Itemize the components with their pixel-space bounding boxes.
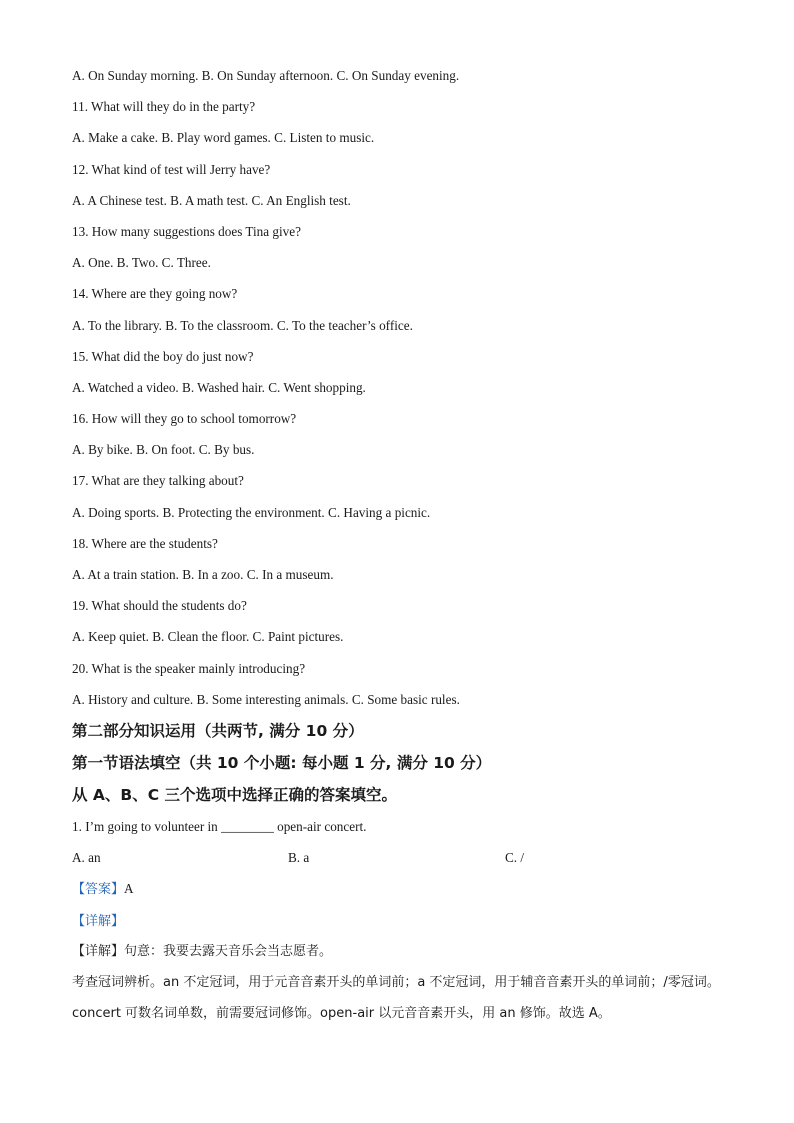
option-a: A. an [72,850,101,866]
part-title: 第二部分知识运用（共两节, 满分 10 分） [72,721,364,740]
q18-options: A. At a train station. B. In a zoo. C. In a museum. [72,567,334,582]
instruction: 从 A、B、C 三个选项中选择正确的答案填空。 [72,785,397,804]
q17-options: A. Doing sports. B. Protecting the environment. C. Having a picnic. [72,504,431,520]
q18-stem: 18. Where are the students? [72,535,218,551]
q19-stem: 19. What should the students do? [72,598,247,614]
q14-options: A. To the library. B. To the classroom. C. To the teacher’s office. [72,317,413,333]
explanation-paragraph: 考查冠词辨析。an 不定冠词，用于元音音素开头的单词前；a 不定冠词，用于辅音音素开头的单词前；/零冠词。concert 可数名词单数，前需要冠词修饰。open-air 以元音音素开头，用 an 修饰。故选 A。 [72,974,720,1022]
detail-label: 【详解】 [72,913,125,929]
q13-stem: 13. How many suggestions does Tina give? [72,223,301,239]
detail-label-line [72,905,722,936]
answer-line [72,873,722,904]
document-page [72,60,722,1029]
q13-options: A. One. B. Two. C. Three. [72,255,211,271]
q15-options: A. Watched a video. B. Washed hair. C. Went shopping. [72,379,366,395]
q17-stem: 17. What are they talking about? [72,473,244,489]
q16-options: A. By bike. B. On foot. C. By bus. [72,442,255,458]
q15-stem: 15. What did the boy do just now? [72,348,254,364]
q12-options: A. A Chinese test. B. A math test. C. An English test. [72,192,351,208]
question-options [72,842,722,873]
answer-value: A [124,881,134,897]
q11-stem: 11. What will they do in the party? [72,99,256,115]
q11-options: A. Make a cake. B. Play word games. C. Listen to music. [72,130,375,146]
option-b: B. a [288,850,310,866]
detail-meaning: 句意：我要去露天音乐会当志愿者。 [124,943,333,959]
section-header [72,715,722,811]
q20-options: A. History and culture. B. Some interesting animals. C. Some basic rules. [72,691,460,707]
q20-stem: 20. What is the speaker mainly introducing? [72,660,306,676]
grammar-question-1 [72,811,722,1029]
q19-options: A. Keep quiet. B. Clean the floor. C. Paint pictures. [72,629,344,645]
answer-label: 【答案】 [72,882,125,898]
question-stem: 1. I’m going to volunteer in ________ open-air concert. [72,818,367,834]
sub-title: 第一节语法填空（共 10 个小题: 每小题 1 分, 满分 10 分） [72,753,492,772]
q14-stem: 14. Where are they going now? [72,286,238,302]
q16-stem: 16. How will they go to school tomorrow? [72,411,297,427]
listening-questions [72,60,722,715]
q12-stem: 12. What kind of test will Jerry have? [72,161,271,177]
detail-meaning-line [72,936,722,967]
detail-head: 【详解】 [72,943,125,959]
option-c: C. / [505,850,525,866]
q10-options: A. On Sunday morning. B. On Sunday afternoon. C. On Sunday evening. [72,68,460,83]
